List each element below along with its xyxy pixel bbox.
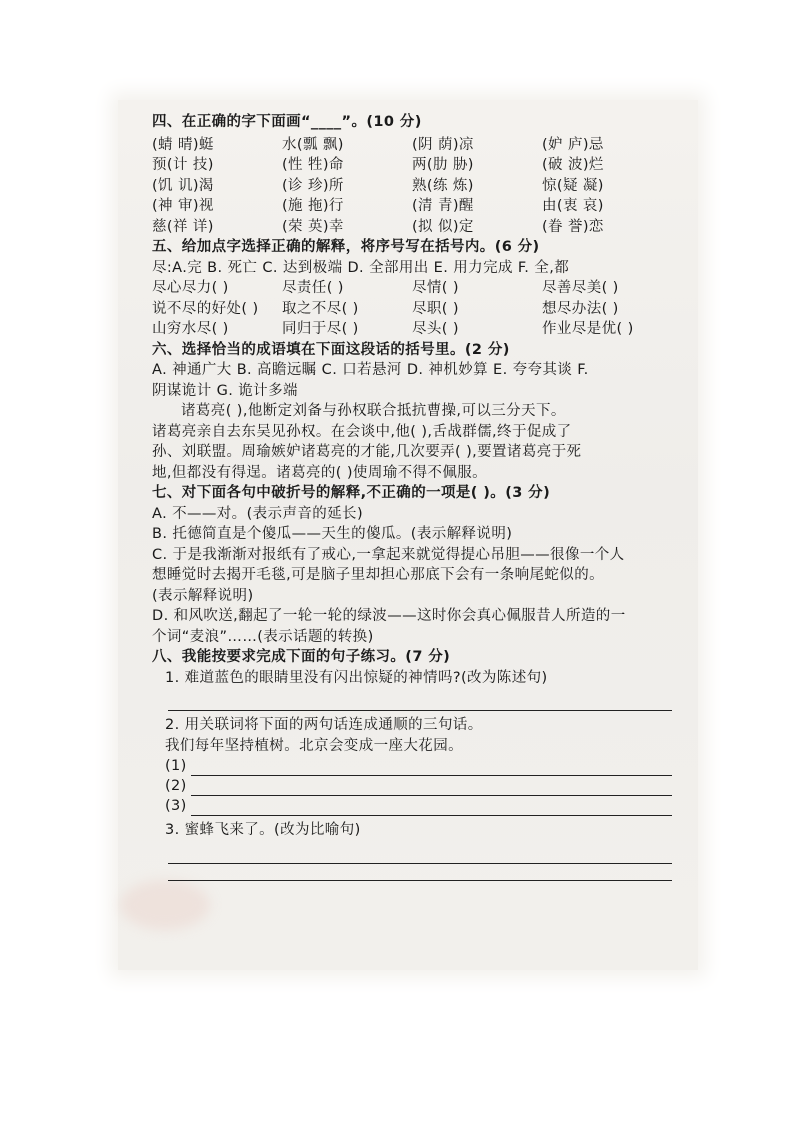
section6-passage-line4: 地,但都没有得逞。诸葛亮的( )使周瑜不得不佩服。	[152, 464, 488, 481]
worksheet	[152, 112, 672, 881]
word-item: 由(衷 哀)	[542, 198, 604, 214]
answer-line-q2-3[interactable]	[152, 796, 672, 816]
word-item: (诊 珍)所	[282, 177, 344, 194]
section8-question1: 1. 难道蓝色的眼睛里没有闪出惊疑的神情吗?(改为陈述句)	[165, 669, 548, 686]
section4-row	[152, 217, 672, 238]
phrase-item: 取之不尽( )	[282, 300, 359, 317]
word-item: (阴 荫)凉	[412, 136, 474, 153]
phrase-item: 尽情( )	[412, 280, 459, 296]
section5-heading: 五、给加点字选择正确的解释，将序号写在括号内。(6 分)	[152, 239, 540, 255]
phrase-item: 尽职( )	[412, 300, 459, 317]
answer-label: (2)	[165, 777, 187, 794]
section5-row	[152, 319, 672, 340]
word-item: (拟 似)定	[412, 218, 474, 235]
phrase-item: 同归于尽( )	[282, 321, 359, 337]
section4-row	[152, 135, 672, 156]
section6-heading: 六、选择恰当的成语填在下面这段话的括号里。(2 分)	[152, 341, 510, 358]
answer-line-q1[interactable]	[168, 688, 672, 711]
section7-option-d-line2: 个词“麦浪”……(表示话题的转换)	[152, 628, 374, 645]
word-item: (清 青)醒	[412, 198, 474, 214]
phrase-item: 山穷水尽( )	[152, 321, 229, 337]
section7-option-a: A. 不——对。(表示声音的延长)	[152, 505, 363, 522]
answer-line-q2-1[interactable]	[152, 756, 672, 776]
section6-passage-line1: 诸葛亮( ),他断定刘备与孙权联合抵抗曹操,可以三分天下。	[181, 403, 566, 419]
word-item: (蜻 晴)蜓	[152, 136, 214, 153]
section4-heading: 四、在正确的字下面画“____”。(10 分)	[152, 114, 422, 130]
phrase-item: 作业尽是优( )	[542, 321, 634, 337]
phrase-item: 尽善尽美( )	[542, 280, 619, 296]
section7-option-c-line1: C. 于是我渐渐对报纸有了戒心,一拿起来就觉得提心吊胆——很像一个人	[152, 546, 625, 563]
word-item: (神 审)视	[152, 198, 214, 214]
paper-stain	[120, 880, 210, 930]
word-item: (荣 英)幸	[282, 218, 344, 235]
section7-option-c-line3: (表示解释说明)	[152, 587, 254, 604]
section7-option-d-line1: D. 和风吹送,翻起了一轮一轮的绿波——这时你会真心佩服昔人所造的一	[152, 608, 626, 624]
word-item: (眷 誉)恋	[542, 218, 604, 235]
section8-question3: 3. 蜜蜂飞来了。(改为比喻句)	[165, 822, 361, 838]
word-item: (破 波)烂	[542, 157, 604, 173]
section4-row	[152, 155, 672, 176]
word-item: 慈(祥 详)	[152, 218, 214, 235]
phrase-item: 尽头( )	[412, 321, 459, 337]
section5-grid	[152, 278, 672, 340]
word-item: (施 拖)行	[282, 198, 344, 214]
word-item: 预(计 技)	[152, 157, 214, 173]
section7-option-b: B. 托德简直是个傻瓜——天生的傻瓜。(表示解释说明)	[152, 526, 513, 542]
answer-line-q3-extra[interactable]	[168, 864, 672, 881]
section7-heading: 七、对下面各句中破折号的解释,不正确的一项是( )。(3 分)	[152, 485, 551, 501]
word-item: 水(瓢 飘)	[282, 136, 344, 153]
word-item: (妒 庐)忌	[542, 136, 604, 153]
answer-label: (3)	[165, 797, 187, 814]
word-item: 熟(练 炼)	[412, 177, 474, 194]
section8-question2: 2. 用关联词将下面的两句话连成通顺的三句话。	[165, 717, 483, 733]
word-item: 两(肋 胁)	[412, 157, 474, 173]
phrase-item: 想尽办法( )	[542, 300, 619, 317]
section6-passage-line3: 孙、刘联盟。周瑜嫉妒诸葛亮的才能,几次要弄( ),要置诸葛亮于死	[152, 444, 582, 460]
phrase-item: 说不尽的好处( )	[152, 300, 259, 317]
section4-row	[152, 176, 672, 197]
section6-options-line2: 阴谋诡计 G. 诡计多端	[152, 382, 298, 399]
section7-option-c-line2: 想睡觉时去揭开毛毯,可是脑子里却担心那底下会有一条响尾蛇似的。	[152, 567, 605, 583]
answer-line-q3[interactable]	[168, 841, 672, 864]
answer-label: (1)	[165, 757, 187, 774]
section4-row	[152, 196, 672, 217]
section4-grid	[152, 135, 672, 238]
section5-row	[152, 299, 672, 320]
section8-heading: 八、我能按要求完成下面的句子练习。(7 分)	[152, 649, 451, 665]
answer-line-q2-2[interactable]	[152, 776, 672, 796]
section8-question2-example: 我们每年坚持植树。北京会变成一座大花园。	[165, 737, 463, 754]
word-item: 惊(疑 凝)	[542, 177, 604, 194]
word-item: (饥 讥)渴	[152, 177, 214, 194]
section5-row	[152, 278, 672, 299]
phrase-item: 尽责任( )	[282, 280, 344, 296]
section6-options-line1: A. 神通广大 B. 高瞻远瞩 C. 口若悬河 D. 神机妙算 E. 夸夸其谈 F.	[152, 362, 589, 378]
phrase-item: 尽心尽力( )	[152, 280, 229, 296]
word-item: (性 牲)命	[282, 157, 344, 173]
section6-passage-line2: 诸葛亮亲自去东吴见孙权。在会谈中,他( ),舌战群儒,终于促成了	[152, 423, 572, 440]
section5-definitions: 尽:A.完 B. 死亡 C. 达到极端 D. 全部用出 E. 用力完成 F. 全,都	[152, 259, 570, 276]
